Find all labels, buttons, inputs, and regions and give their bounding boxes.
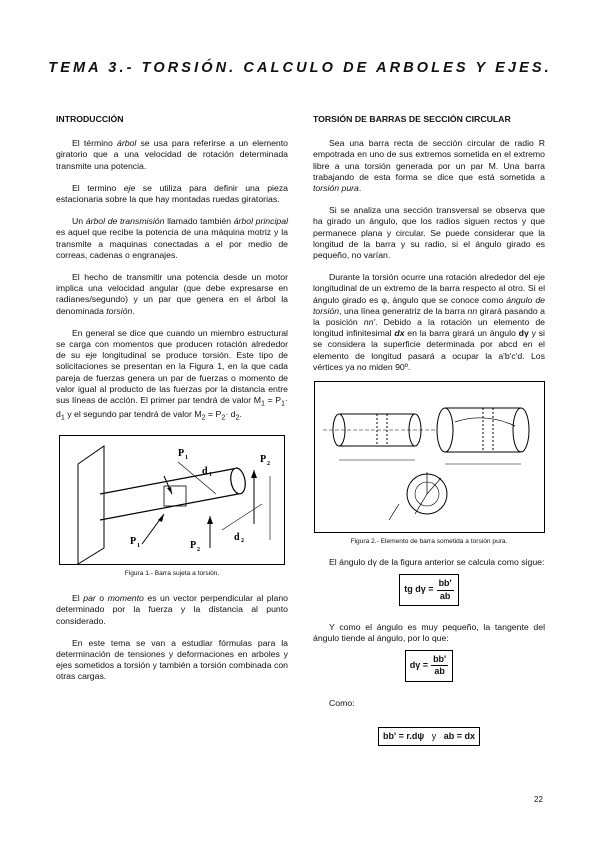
- figure-1-torsion-bar: [59, 435, 285, 565]
- equation-relations: bb' = r.dψ y ab = dx: [378, 727, 480, 746]
- paragraph: En este tema se van a estudiar fórmulas para la determinación de tensiones y deformaciones en arboles y ejes sometidos a torsión y también a torsión combinada con otras cargas.: [56, 637, 288, 682]
- section-heading: TORSIÓN DE BARRAS DE SECCIÓN CIRCULAR: [313, 114, 511, 124]
- paragraph: Durante la torsión ocurre una rotación alrededor del eje longitudinal de un extremo de la barra respecto al otro. Si el ángulo girado es φ, ángulo que se conoce como ángulo de torsión, una línea generatriz de la barra nn girará pasando a la posición nn'. Debido a la rotación un elemento de longitud infinitesimal dx en la barra girará un ángulo dγ y si se considera la superficie determinada por abcd en el elemento de longitud pasará a ocupar la a'b'c'd. Los vértices ya no miden 90º.: [313, 272, 546, 372]
- label-d2-sub: 2: [241, 537, 244, 544]
- label-p1-bottom-sub: 1: [137, 542, 140, 549]
- left-column: [56, 114, 288, 694]
- label-p1-bottom: P: [130, 535, 137, 547]
- paragraph: El par o momento es un vector perpendicular al plano determinado por la fuerza y la distancia al punto considerado.: [56, 593, 289, 626]
- figure-1-caption: Figura 1.- Barra sujeta a torsión.: [124, 569, 220, 577]
- paragraph: Si se analiza una sección transversal se observa que ha girado un ángulo, que los radios siguen rectos y que permanece plana y circular. Se puede considerar que la longitud de la barra y su radio, si el ángulo girado es pequeño, no varían.: [313, 205, 545, 261]
- label-p1-top: P: [178, 447, 185, 459]
- paragraph: Como:: [329, 697, 355, 708]
- paragraph: El ángulo dγ de la figura anterior se calcula como sigue:: [329, 557, 545, 568]
- label-p2-top: P: [260, 453, 267, 465]
- equation-angle: dγ = $\frac{bb'}{ab}$: [405, 650, 453, 681]
- paragraph: El termino eje se utiliza para definir una pieza estacionaria sobre la que hay montadas ruedas giratorias.: [56, 182, 288, 205]
- page-title: TEMA 3.- TORSIÓN. CALCULO DE ARBOLES Y EJES.: [48, 60, 552, 76]
- label-d2: d: [234, 531, 240, 543]
- intro-heading: INTRODUCCIÓN: [56, 114, 124, 124]
- right-column: [313, 114, 545, 762]
- label-d1-sub: 1: [209, 471, 212, 478]
- label-p2-bottom: P: [190, 539, 197, 551]
- label-d1: d: [202, 465, 208, 477]
- label-p1-top-sub: 1: [185, 454, 188, 461]
- paragraph: Un árbol de transmisión llamado también árbol principal es aquel que recibe la potencia de una máquina motriz y la transmite a maquinas conectadas a el por medio de correas, cadenas o engranajes.: [56, 216, 288, 260]
- paragraph: En general se dice que cuando un miembro estructural se carga con momentos que producen rotación alrededor de su eje longitudinal se produce torsión. Este tipo de solicitaciones se presentan en la Figura 1, en la que cada pareja de fuerzas genera un par de fuerzas o momento de valor igual al producto de las fuerzas por la distancia entre sus líneas de acción. El primer par tendrá de valor $M_1 = P_1\cdot d_1$ y el segundo par tendrá de valor $M_2 = P_2\cdot d_2$.: [56, 327, 288, 422]
- paragraph: Sea una barra recta de sección circular de radio R empotrada en uno de sus extremos sometida en el extremo libre a una torsión generada por un par M. Una barra trabajando de esta forma se dice que está sometida a torsión pura.: [313, 138, 545, 194]
- paragraph: Y como el ángulo es muy pequeño, la tangente del ángulo tiende al ángulo, por lo que:: [313, 621, 545, 644]
- label-p2-top-sub: 2: [267, 460, 270, 467]
- equation-tan: tg dγ = $\frac{bb'}{ab}$: [399, 574, 458, 605]
- page-number: 22: [534, 795, 543, 804]
- label-p2-bottom-sub: 2: [197, 546, 200, 553]
- figure-2-torsion-element: [314, 381, 545, 533]
- paragraph: El hecho de transmitir una potencia desde un motor implica una velocidad angular (que debe expresarse en radianes/segundo) y un par que genera en el árbol la denominada torsión.: [56, 272, 288, 316]
- paragraph: El término árbol se usa para referirse a un elemento giratorio que a una velocidad de rotación determinada transmite una potencia.: [56, 138, 288, 171]
- figure-1-drawing: [60, 436, 286, 566]
- figure-2-caption: Figura 2.- Elemento de barra sometida a torsión pura.: [350, 538, 508, 546]
- figure-2-drawing: [315, 382, 546, 534]
